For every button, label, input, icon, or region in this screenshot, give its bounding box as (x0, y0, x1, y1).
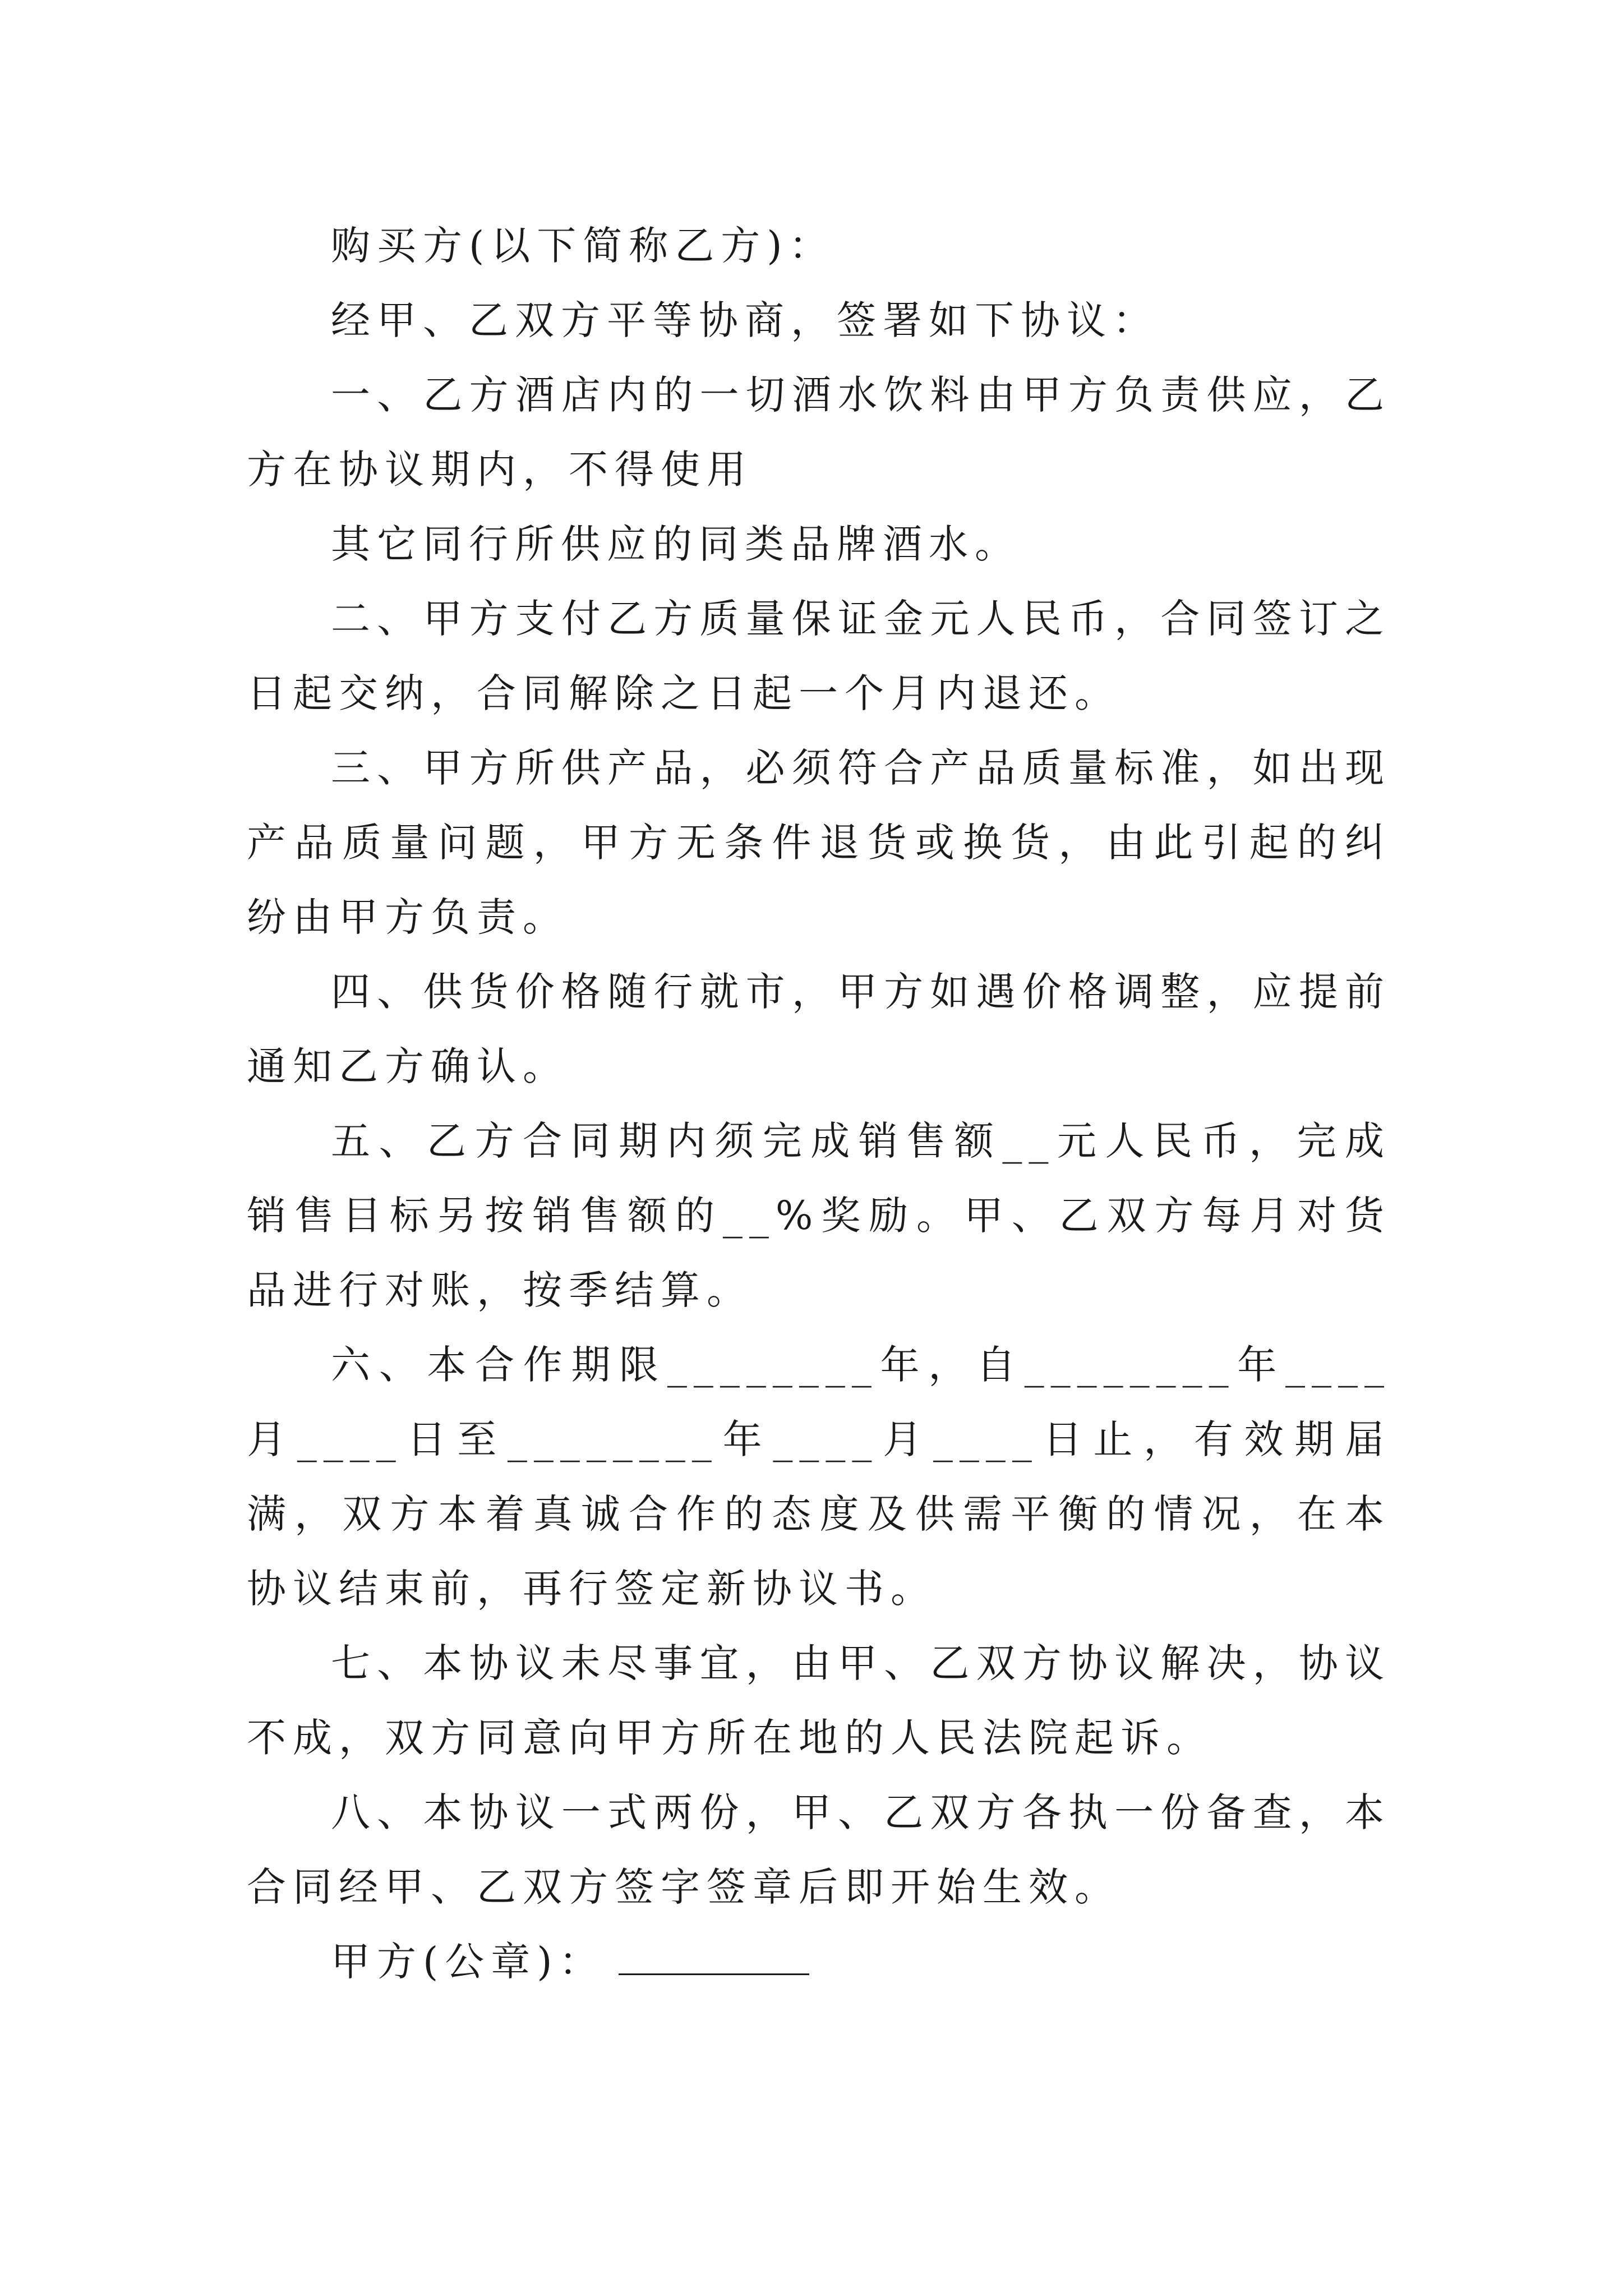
party-a-seal-label: 甲方(公章)： (331, 1939, 605, 1985)
intro-paragraph: 经甲、乙双方平等协商，签署如下协议： (331, 297, 1159, 343)
clause-1-continuation: 其它同行所供应的同类品牌酒水。 (331, 521, 1021, 567)
party-a-signature-line (247, 1925, 1391, 1999)
party-a-seal-blank (619, 1940, 809, 1975)
clause-8: 八、本协议一式两份，甲、乙双方各执一份备查，本合同经甲、乙双方签字签章后即开始生效。 (247, 1789, 1391, 1910)
buyer-line: 购买方(以下简称乙方)： (331, 223, 835, 269)
clause-1: 一、乙方酒店内的一切酒水饮料由甲方负责供应，乙方在协议期内，不得使用 (247, 372, 1391, 493)
clause-7: 七、本协议未尽事宜，由甲、乙双方协议解决，协议不成，双方同意向甲方所在地的人民法院起诉。 (247, 1640, 1391, 1761)
document-body (247, 209, 1391, 1999)
clause-3: 三、甲方所供产品，必须符合产品质量标准，如出现产品质量问题，甲方无条件退货或换货，由此引起的纠纷由甲方负责。 (247, 745, 1391, 940)
clause-4: 四、供货价格随行就市，甲方如遇价格调整，应提前通知乙方确认。 (247, 969, 1391, 1089)
clause-6: 六、本合作期限________年，自________年____月____日至________年____月____日止，有效期届满，双方本着真诚合作的态度及供需平衡的情况，在本协议结束前，再行签定新协议书。 (247, 1342, 1391, 1612)
clause-2: 二、甲方支付乙方质量保证金元人民币，合同签订之日起交纳，合同解除之日起一个月内退还。 (247, 596, 1391, 716)
clause-5: 五、乙方合同期内须完成销售额__元人民币，完成销售目标另按销售额的__%奖励。甲、乙双方每月对货品进行对账，按季结算。 (247, 1118, 1391, 1313)
